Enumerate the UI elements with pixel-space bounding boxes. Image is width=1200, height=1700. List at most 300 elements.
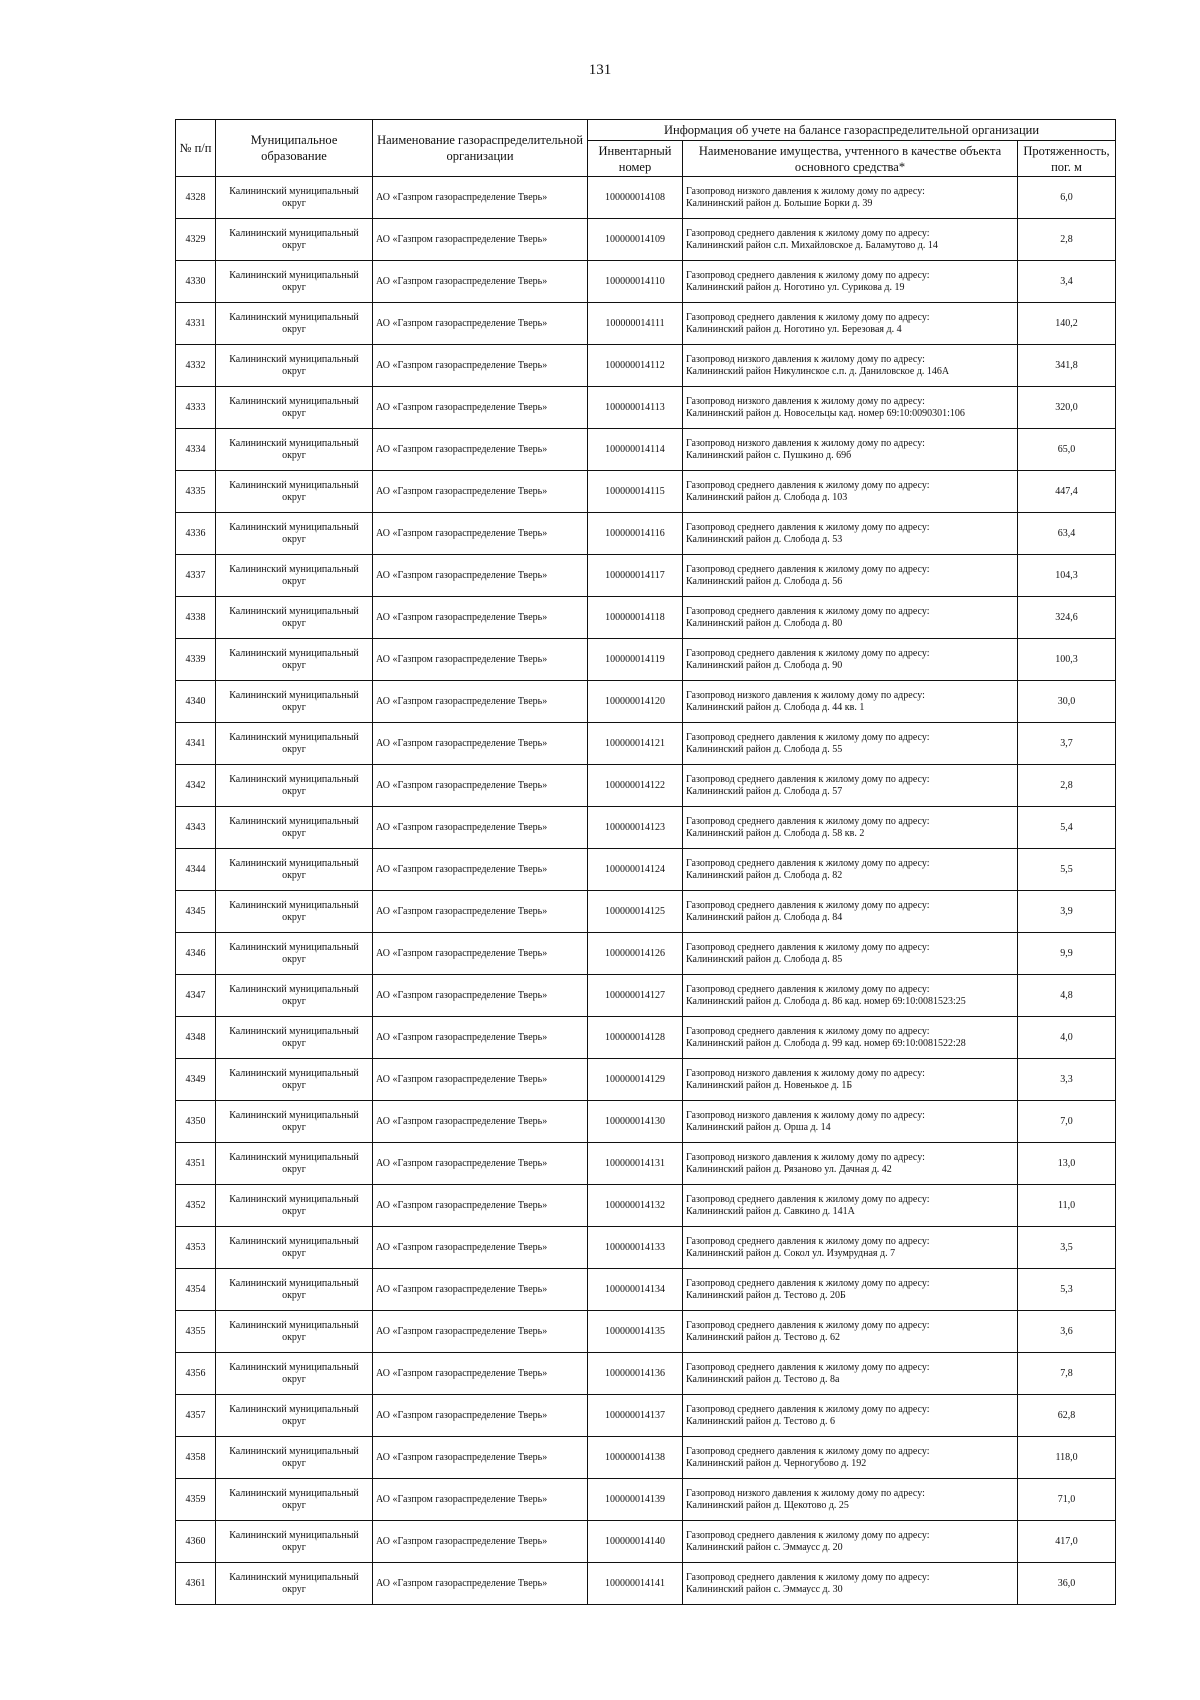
row-inventory-number: 100000014115 [588,471,683,513]
table-row [176,723,1116,765]
row-org: АО «Газпром газораспределение Тверь» [373,723,588,765]
row-municipality: Калининский муниципальный округ [216,1353,373,1395]
row-length: 5,4 [1018,807,1116,849]
row-municipality: Калининский муниципальный округ [216,639,373,681]
row-municipality: Калининский муниципальный округ [216,1521,373,1563]
row-municipality: Калининский муниципальный округ [216,1437,373,1479]
row-org: АО «Газпром газораспределение Тверь» [373,345,588,387]
row-inventory-number: 100000014117 [588,555,683,597]
row-municipality: Калининский муниципальный округ [216,1143,373,1185]
row-property-description [683,1521,1018,1563]
row-org: АО «Газпром газораспределение Тверь» [373,1185,588,1227]
row-org: АО «Газпром газораспределение Тверь» [373,849,588,891]
row-org: АО «Газпром газораспределение Тверь» [373,1269,588,1311]
row-length: 2,8 [1018,219,1116,261]
row-number: 4340 [176,681,216,723]
row-property-description [683,765,1018,807]
row-length: 341,8 [1018,345,1116,387]
row-inventory-number: 100000014132 [588,1185,683,1227]
row-org: АО «Газпром газораспределение Тверь» [373,1521,588,1563]
row-length: 104,3 [1018,555,1116,597]
row-inventory-number: 100000014130 [588,1101,683,1143]
table-row [176,1017,1116,1059]
row-property-description [683,471,1018,513]
description-address: Калининский район д. Слобода д. 99 кад. номер 69:10:0081522:28 [686,1037,966,1049]
row-inventory-number: 100000014139 [588,1479,683,1521]
row-municipality: Калининский муниципальный округ [216,975,373,1017]
row-length: 3,7 [1018,723,1116,765]
row-length: 140,2 [1018,303,1116,345]
row-municipality: Калининский муниципальный округ [216,177,373,219]
table-row [176,261,1116,303]
row-length: 447,4 [1018,471,1116,513]
row-property-description [683,681,1018,723]
row-number: 4355 [176,1311,216,1353]
row-municipality: Калининский муниципальный округ [216,765,373,807]
row-number: 4350 [176,1101,216,1143]
row-number: 4331 [176,303,216,345]
row-inventory-number: 100000014138 [588,1437,683,1479]
header-length: Протяженность, пог. м [1018,141,1116,177]
description-title: Газопровод среднего давления к жилому дому по адресу: [686,1025,930,1037]
description-title: Газопровод среднего давления к жилому дому по адресу: [686,773,930,785]
row-property-description [683,1059,1018,1101]
row-length: 5,5 [1018,849,1116,891]
row-org: АО «Газпром газораспределение Тверь» [373,765,588,807]
description-title: Газопровод низкого давления к жилому дому по адресу: [686,1067,925,1079]
row-property-description [683,555,1018,597]
row-inventory-number: 100000014114 [588,429,683,471]
row-length: 6,0 [1018,177,1116,219]
row-org: АО «Газпром газораспределение Тверь» [373,471,588,513]
row-inventory-number: 100000014111 [588,303,683,345]
row-org: АО «Газпром газораспределение Тверь» [373,975,588,1017]
header-org: Наименование газораспределительной организации [373,120,588,177]
row-org: АО «Газпром газораспределение Тверь» [373,1059,588,1101]
row-property-description [683,1269,1018,1311]
description-address: Калининский район д. Ноготино ул. Березовая д. 4 [686,323,902,335]
row-length: 62,8 [1018,1395,1116,1437]
row-municipality: Калининский муниципальный округ [216,681,373,723]
table-row [176,933,1116,975]
description-title: Газопровод среднего давления к жилому дому по адресу: [686,605,930,617]
row-org: АО «Газпром газораспределение Тверь» [373,1101,588,1143]
row-org: АО «Газпром газораспределение Тверь» [373,513,588,555]
description-title: Газопровод среднего давления к жилому дому по адресу: [686,1529,930,1541]
row-org: АО «Газпром газораспределение Тверь» [373,1395,588,1437]
row-number: 4332 [176,345,216,387]
description-title: Газопровод среднего давления к жилому дому по адресу: [686,227,930,239]
row-property-description [683,1227,1018,1269]
description-title: Газопровод среднего давления к жилому дому по адресу: [686,1571,930,1583]
row-number: 4343 [176,807,216,849]
table-row [176,1311,1116,1353]
row-property-description [683,891,1018,933]
description-address: Калининский район д. Тестово д. 62 [686,1331,841,1343]
row-property-description [683,513,1018,555]
row-inventory-number: 100000014127 [588,975,683,1017]
row-inventory-number: 100000014129 [588,1059,683,1101]
description-title: Газопровод низкого давления к жилому дому по адресу: [686,395,925,407]
description-address: Калининский район д. Черногубово д. 192 [686,1457,867,1469]
description-address: Калининский район д. Тестово д. 6 [686,1415,836,1427]
description-address: Калининский район д. Слобода д. 82 [686,869,843,881]
description-address: Калининский район д. Слобода д. 103 [686,491,848,503]
description-address: Калининский район д. Слобода д. 90 [686,659,843,671]
row-inventory-number: 100000014126 [588,933,683,975]
table-row [176,1227,1116,1269]
description-address: Калининский район д. Слобода д. 44 кв. 1 [686,701,865,713]
description-address: Калининский район д. Слобода д. 55 [686,743,843,755]
description-address: Калининский район д. Сокол ул. Изумрудная д. 7 [686,1247,896,1259]
row-inventory-number: 100000014118 [588,597,683,639]
row-number: 4359 [176,1479,216,1521]
row-number: 4336 [176,513,216,555]
row-municipality: Калининский муниципальный округ [216,429,373,471]
row-property-description [683,639,1018,681]
row-property-description [683,1185,1018,1227]
row-property-description [683,303,1018,345]
row-length: 11,0 [1018,1185,1116,1227]
row-number: 4354 [176,1269,216,1311]
row-property-description [683,1563,1018,1605]
row-length: 65,0 [1018,429,1116,471]
row-length: 417,0 [1018,1521,1116,1563]
row-org: АО «Газпром газораспределение Тверь» [373,429,588,471]
row-length: 3,4 [1018,261,1116,303]
row-property-description [683,723,1018,765]
row-number: 4329 [176,219,216,261]
row-property-description [683,1143,1018,1185]
row-municipality: Калининский муниципальный округ [216,849,373,891]
description-title: Газопровод среднего давления к жилому дому по адресу: [686,815,930,827]
row-inventory-number: 100000014137 [588,1395,683,1437]
row-municipality: Калининский муниципальный округ [216,1563,373,1605]
row-municipality: Калининский муниципальный округ [216,513,373,555]
row-property-description [683,219,1018,261]
row-inventory-number: 100000014108 [588,177,683,219]
description-title: Газопровод среднего давления к жилому дому по адресу: [686,857,930,869]
row-org: АО «Газпром газораспределение Тверь» [373,1479,588,1521]
row-municipality: Калининский муниципальный округ [216,1185,373,1227]
row-org: АО «Газпром газораспределение Тверь» [373,597,588,639]
row-org: АО «Газпром газораспределение Тверь» [373,681,588,723]
table-row [176,807,1116,849]
row-length: 320,0 [1018,387,1116,429]
row-inventory-number: 100000014141 [588,1563,683,1605]
row-number: 4344 [176,849,216,891]
description-title: Газопровод среднего давления к жилому дому по адресу: [686,1235,930,1247]
table-row [176,639,1116,681]
description-title: Газопровод среднего давления к жилому дому по адресу: [686,941,930,953]
row-property-description [683,1395,1018,1437]
row-inventory-number: 100000014116 [588,513,683,555]
description-title: Газопровод низкого давления к жилому дому по адресу: [686,689,925,701]
row-number: 4345 [176,891,216,933]
row-property-description [683,345,1018,387]
row-length: 3,3 [1018,1059,1116,1101]
row-municipality: Калининский муниципальный округ [216,933,373,975]
row-municipality: Калининский муниципальный округ [216,723,373,765]
row-property-description [683,975,1018,1017]
row-length: 7,0 [1018,1101,1116,1143]
description-address: Калининский район д. Большие Борки д. 39 [686,197,873,209]
table-row [176,177,1116,219]
description-address: Калининский район д. Слобода д. 53 [686,533,843,545]
row-municipality: Калининский муниципальный округ [216,1311,373,1353]
table-row [176,1563,1116,1605]
description-title: Газопровод низкого давления к жилому дому по адресу: [686,1151,925,1163]
description-title: Газопровод среднего давления к жилому дому по адресу: [686,899,930,911]
description-title: Газопровод низкого давления к жилому дому по адресу: [686,1109,925,1121]
row-municipality: Калининский муниципальный округ [216,891,373,933]
row-number: 4333 [176,387,216,429]
row-property-description [683,933,1018,975]
description-address: Калининский район с.п. Михайловское д. Баламутово д. 14 [686,239,938,251]
row-inventory-number: 100000014110 [588,261,683,303]
description-address: Калининский район д. Слобода д. 84 [686,911,843,923]
header-inventory: Инвентарный номер [588,141,683,177]
table-row [176,387,1116,429]
row-property-description [683,1437,1018,1479]
table-row [176,765,1116,807]
row-org: АО «Газпром газораспределение Тверь» [373,1017,588,1059]
table-row [176,513,1116,555]
description-address: Калининский район д. Слобода д. 86 кад. номер 69:10:0081523:25 [686,995,966,1007]
table-row [176,849,1116,891]
description-title: Газопровод среднего давления к жилому дому по адресу: [686,1193,930,1205]
row-org: АО «Газпром газораспределение Тверь» [373,1353,588,1395]
row-municipality: Калининский муниципальный округ [216,261,373,303]
row-inventory-number: 100000014140 [588,1521,683,1563]
description-address: Калининский район д. Слобода д. 57 [686,785,843,797]
description-address: Калининский район д. Слобода д. 56 [686,575,843,587]
row-inventory-number: 100000014131 [588,1143,683,1185]
row-length: 36,0 [1018,1563,1116,1605]
row-number: 4357 [176,1395,216,1437]
row-municipality: Калининский муниципальный округ [216,1101,373,1143]
row-length: 7,8 [1018,1353,1116,1395]
row-org: АО «Газпром газораспределение Тверь» [373,639,588,681]
row-org: АО «Газпром газораспределение Тверь» [373,1311,588,1353]
property-register-table [175,119,1116,1605]
description-address: Калининский район д. Ноготино ул. Сурикова д. 19 [686,281,905,293]
row-org: АО «Газпром газораспределение Тверь» [373,555,588,597]
row-inventory-number: 100000014123 [588,807,683,849]
table-row [176,555,1116,597]
table-row [176,1059,1116,1101]
table-row [176,597,1116,639]
row-inventory-number: 100000014134 [588,1269,683,1311]
row-length: 9,9 [1018,933,1116,975]
table-row [176,1521,1116,1563]
row-number: 4330 [176,261,216,303]
header-num: № п/п [176,120,216,177]
row-inventory-number: 100000014124 [588,849,683,891]
description-address: Калининский район д. Новосельцы кад. номер 69:10:0090301:106 [686,407,965,419]
description-address: Калининский район Никулинское с.п. д. Даниловское д. 146А [686,365,950,377]
header-balance-group: Информация об учете на балансе газораспределительной организации [588,120,1116,141]
row-number: 4348 [176,1017,216,1059]
table-row [176,345,1116,387]
row-property-description [683,1101,1018,1143]
row-inventory-number: 100000014128 [588,1017,683,1059]
row-number: 4358 [176,1437,216,1479]
row-org: АО «Газпром газораспределение Тверь» [373,261,588,303]
row-property-description [683,1479,1018,1521]
table-row [176,681,1116,723]
row-number: 4361 [176,1563,216,1605]
row-org: АО «Газпром газораспределение Тверь» [373,387,588,429]
row-municipality: Калининский муниципальный округ [216,219,373,261]
row-inventory-number: 100000014121 [588,723,683,765]
description-title: Газопровод низкого давления к жилому дому по адресу: [686,1487,925,1499]
table-row [176,975,1116,1017]
row-number: 4341 [176,723,216,765]
row-org: АО «Газпром газораспределение Тверь» [373,1143,588,1185]
row-number: 4337 [176,555,216,597]
row-inventory-number: 100000014120 [588,681,683,723]
row-length: 3,5 [1018,1227,1116,1269]
table-row [176,471,1116,513]
row-property-description [683,849,1018,891]
table-row [176,1353,1116,1395]
table-header [176,120,1116,177]
description-title: Газопровод среднего давления к жилому дому по адресу: [686,521,930,533]
table-row [176,1143,1116,1185]
table-row [176,1395,1116,1437]
description-title: Газопровод среднего давления к жилому дому по адресу: [686,269,930,281]
description-title: Газопровод низкого давления к жилому дому по адресу: [686,185,925,197]
table-row [176,1269,1116,1311]
row-length: 5,3 [1018,1269,1116,1311]
description-address: Калининский район д. Щекотово д. 25 [686,1499,849,1511]
table-row [176,1437,1116,1479]
row-number: 4342 [176,765,216,807]
row-length: 3,6 [1018,1311,1116,1353]
row-inventory-number: 100000014112 [588,345,683,387]
row-length: 13,0 [1018,1143,1116,1185]
description-title: Газопровод среднего давления к жилому дому по адресу: [686,1403,930,1415]
row-number: 4347 [176,975,216,1017]
row-number: 4360 [176,1521,216,1563]
description-title: Газопровод среднего давления к жилому дому по адресу: [686,731,930,743]
row-municipality: Калининский муниципальный округ [216,1017,373,1059]
row-municipality: Калининский муниципальный округ [216,1227,373,1269]
row-inventory-number: 100000014136 [588,1353,683,1395]
row-length: 71,0 [1018,1479,1116,1521]
row-property-description [683,1311,1018,1353]
row-property-description [683,1017,1018,1059]
row-length: 118,0 [1018,1437,1116,1479]
row-length: 63,4 [1018,513,1116,555]
description-address: Калининский район д. Слобода д. 80 [686,617,843,629]
description-title: Газопровод среднего давления к жилому дому по адресу: [686,647,930,659]
row-property-description [683,597,1018,639]
row-number: 4328 [176,177,216,219]
row-number: 4338 [176,597,216,639]
description-title: Газопровод низкого давления к жилому дому по адресу: [686,353,925,365]
row-property-description [683,261,1018,303]
page-number: 131 [588,62,612,78]
table-row [176,1101,1116,1143]
description-address: Калининский район д. Тестово д. 20Б [686,1289,846,1301]
row-municipality: Калининский муниципальный округ [216,471,373,513]
row-org: АО «Газпром газораспределение Тверь» [373,303,588,345]
row-org: АО «Газпром газораспределение Тверь» [373,933,588,975]
row-property-description [683,807,1018,849]
row-org: АО «Газпром газораспределение Тверь» [373,1563,588,1605]
description-title: Газопровод среднего давления к жилому дому по адресу: [686,1445,930,1457]
row-inventory-number: 100000014135 [588,1311,683,1353]
row-municipality: Калининский муниципальный округ [216,807,373,849]
row-inventory-number: 100000014133 [588,1227,683,1269]
table-row [176,303,1116,345]
row-org: АО «Газпром газораспределение Тверь» [373,177,588,219]
table-body [176,177,1116,1605]
description-address: Калининский район с. Эммаусс д. 20 [686,1541,843,1553]
header-property: Наименование имущества, учтенного в качестве объекта основного средства* [683,141,1018,177]
row-number: 4346 [176,933,216,975]
row-org: АО «Газпром газораспределение Тверь» [373,807,588,849]
row-municipality: Калининский муниципальный округ [216,303,373,345]
description-address: Калининский район д. Слобода д. 58 кв. 2 [686,827,865,839]
description-address: Калининский район д. Тестово д. 8а [686,1373,840,1385]
row-number: 4339 [176,639,216,681]
row-inventory-number: 100000014125 [588,891,683,933]
table-row [176,429,1116,471]
description-address: Калининский район с. Пушкино д. 69б [686,449,852,461]
row-number: 4356 [176,1353,216,1395]
description-address: Калининский район с. Эммаусс д. 30 [686,1583,843,1595]
row-org: АО «Газпром газораспределение Тверь» [373,1437,588,1479]
description-address: Калининский район д. Новенькое д. 1Б [686,1079,853,1091]
description-address: Калининский район д. Савкино д. 141А [686,1205,855,1217]
row-municipality: Калининский муниципальный округ [216,1059,373,1101]
description-title: Газопровод среднего давления к жилому дому по адресу: [686,563,930,575]
row-org: АО «Газпром газораспределение Тверь» [373,1227,588,1269]
description-title: Газопровод среднего давления к жилому дому по адресу: [686,1361,930,1373]
description-title: Газопровод среднего давления к жилому дому по адресу: [686,311,930,323]
table-row [176,891,1116,933]
header-row-top [176,120,1116,141]
row-length: 4,0 [1018,1017,1116,1059]
row-length: 324,6 [1018,597,1116,639]
row-number: 4352 [176,1185,216,1227]
row-number: 4353 [176,1227,216,1269]
row-length: 30,0 [1018,681,1116,723]
table-row [176,1479,1116,1521]
description-address: Калининский район д. Орша д. 14 [686,1121,831,1133]
row-municipality: Калининский муниципальный округ [216,555,373,597]
row-number: 4334 [176,429,216,471]
row-inventory-number: 100000014122 [588,765,683,807]
row-municipality: Калининский муниципальный округ [216,345,373,387]
row-municipality: Калининский муниципальный округ [216,1395,373,1437]
row-number: 4349 [176,1059,216,1101]
row-property-description [683,1353,1018,1395]
table-row [176,1185,1116,1227]
row-municipality: Калининский муниципальный округ [216,1479,373,1521]
row-number: 4351 [176,1143,216,1185]
row-length: 100,3 [1018,639,1116,681]
row-org: АО «Газпром газораспределение Тверь» [373,891,588,933]
table-row [176,219,1116,261]
row-length: 4,8 [1018,975,1116,1017]
row-length: 2,8 [1018,765,1116,807]
description-title: Газопровод среднего давления к жилому дому по адресу: [686,479,930,491]
row-municipality: Калининский муниципальный округ [216,597,373,639]
